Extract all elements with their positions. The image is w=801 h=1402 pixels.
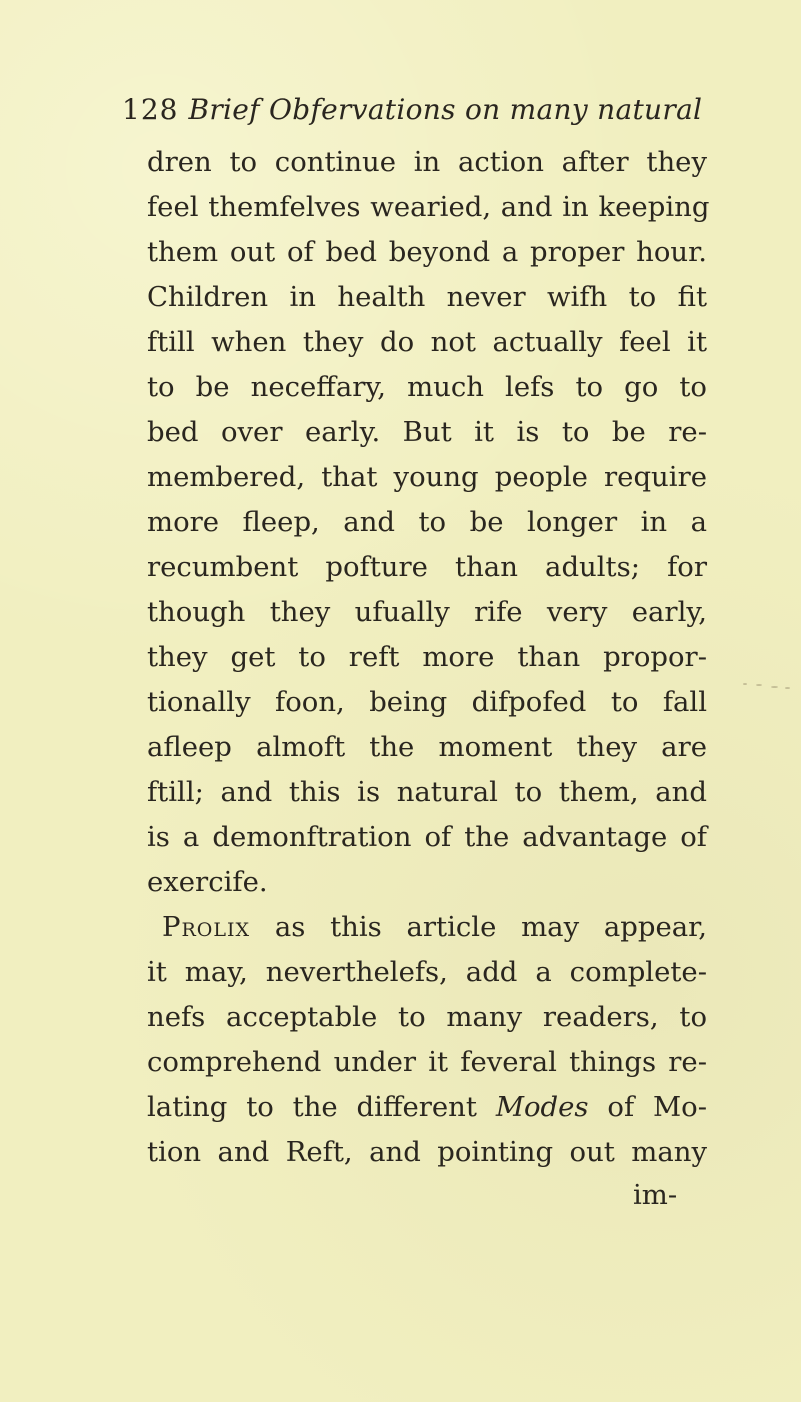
paper-speck	[785, 687, 790, 689]
text-line: membered, that young people require	[147, 461, 707, 493]
text-line: recumbent pofture than adults; for	[147, 551, 707, 583]
text-line: them out of bed beyond a proper hour.	[147, 236, 707, 268]
text-line: nefs acceptable to many readers, to	[147, 1001, 707, 1033]
text-line: more fleep, and to be longer in a	[147, 506, 707, 538]
catchword: im-	[633, 1179, 678, 1211]
text-segment: of Mo-	[607, 1091, 707, 1123]
paragraph-line-rest: as this article may appear,	[274, 911, 707, 943]
text-line: tion and Reft, and pointing out many	[147, 1136, 707, 1168]
paragraph-opening-line	[162, 907, 707, 947]
running-head-title: Brief Obfervations on many natural	[188, 93, 703, 126]
text-line: to be neceffary, much lefs to go to	[147, 371, 707, 403]
text-line: exercife.	[147, 866, 268, 898]
page-number: 128	[122, 93, 179, 126]
text-line: comprehend under it feveral things re-	[147, 1046, 707, 1078]
text-line: is a demonftration of the advantage of	[147, 821, 707, 853]
paper-speck	[743, 683, 747, 685]
paper-speck	[756, 684, 762, 686]
text-line: tionally foon, being difpofed to fall	[147, 686, 707, 718]
text-line: though they ufually rife very early,	[147, 596, 707, 628]
text-segment: lating to the different	[147, 1091, 477, 1123]
text-line: they get to reft more than propor-	[147, 641, 707, 673]
paper-speck	[771, 686, 778, 688]
text-line: bed over early. But it is to be re-	[147, 416, 707, 448]
text-line-mixed	[147, 1087, 707, 1127]
text-line: dren to continue in action after they	[147, 146, 707, 178]
text-line: afleep almoft the moment they are	[147, 731, 707, 763]
text-line: Children in health never wifh to fit	[147, 281, 707, 313]
paragraph-lead-word: Prolix	[162, 911, 251, 943]
italic-word: Modes	[495, 1091, 589, 1123]
running-head	[122, 90, 722, 130]
text-line: ftill; and this is natural to them, and	[147, 776, 707, 808]
text-line: it may, neverthelefs, add a complete-	[147, 956, 707, 988]
text-line: ftill when they do not actually feel it	[147, 326, 707, 358]
text-line: feel themfelves wearied, and in keeping	[147, 191, 710, 223]
